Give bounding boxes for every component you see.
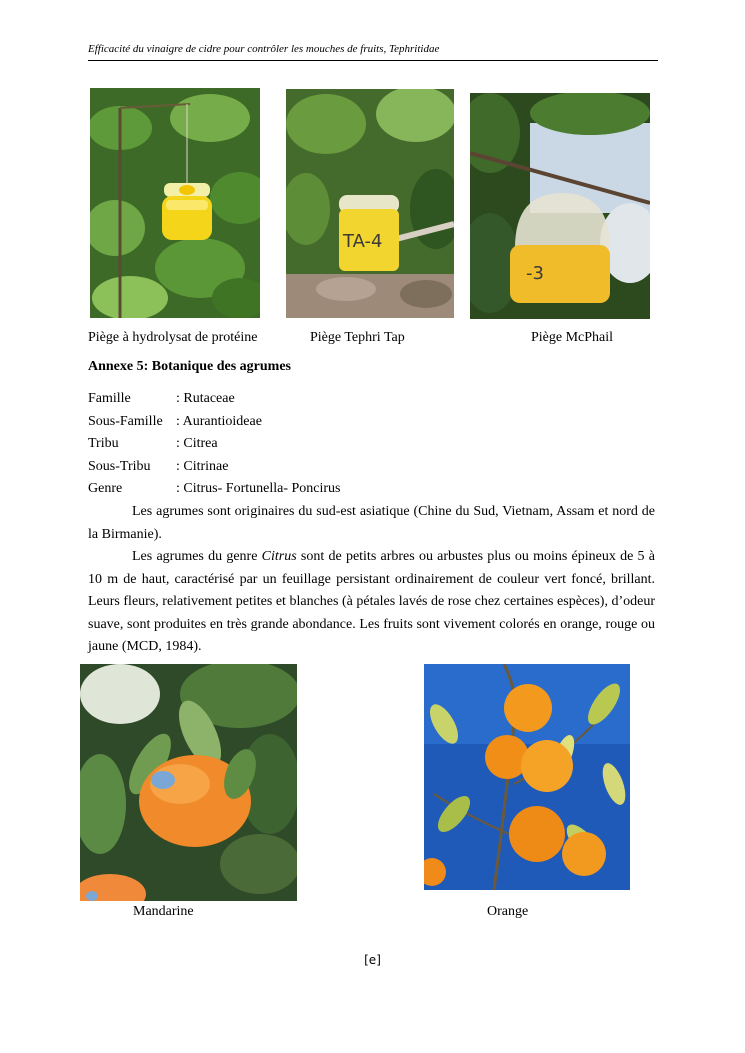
fruit-caption-mandarine: Mandarine bbox=[133, 904, 194, 919]
paragraph-origin-text: Les agrumes sont originaires du sud-est asiatique (Chine du Sud, Vietnam, Assam et nord de la Birmanie). bbox=[88, 504, 655, 542]
taxonomy-row-sous-famille bbox=[88, 414, 658, 434]
page-number: [e] bbox=[364, 953, 381, 967]
taxonomy-row-tribu bbox=[88, 436, 658, 456]
genus-citrus: Citrus bbox=[261, 549, 297, 564]
paragraph-description-after: sont de petits arbres ou arbustes plus ou moins épineux de 5 à 10 m de haut, caractérisé par un feuillage persistant ordinairement de couleur vert foncé, brillant. Leurs fleurs, relativement petites et blanches (à pétales lavés de rose chez certaines espèces), d’odeur suave, sont produites en très grande abondance. Les fruits sont vivement colorés en orange, rouge ou jaune (MCD, 1984). bbox=[88, 549, 655, 655]
trap-label-3: -3 bbox=[526, 263, 544, 284]
taxonomy-value: : Citrinae bbox=[176, 459, 229, 474]
protein-trap-photo bbox=[90, 88, 260, 318]
trap-caption-protein: Piège à hydrolysat de protéine bbox=[88, 330, 258, 345]
paragraph-description-before: Les agrumes du genre bbox=[132, 549, 262, 564]
orange-photo bbox=[424, 664, 630, 890]
paragraph-description bbox=[88, 546, 655, 659]
running-header: Efficacité du vinaigre de cidre pour contrôler les mouches de fruits, Tephritidae bbox=[88, 43, 440, 55]
taxonomy-value: : Citrea bbox=[176, 436, 218, 451]
taxonomy-row-famille bbox=[88, 391, 658, 411]
taxonomy-key: Sous-Tribu bbox=[88, 459, 151, 474]
taxonomy-value: : Aurantioideae bbox=[176, 414, 262, 429]
taxonomy-value: : Rutaceae bbox=[176, 391, 235, 406]
header-rule bbox=[88, 60, 658, 61]
taxonomy-key: Tribu bbox=[88, 436, 119, 451]
tephri-tap-trap-photo bbox=[286, 89, 454, 318]
taxonomy-key: Sous-Famille bbox=[88, 414, 163, 429]
taxonomy-key: Genre bbox=[88, 481, 123, 496]
taxonomy-value: : Citrus- Fortunella- Poncirus bbox=[176, 481, 341, 496]
mcphail-trap-photo bbox=[470, 93, 650, 319]
annex-title: Annexe 5: Botanique des agrumes bbox=[88, 359, 292, 374]
trap-caption-tephri-tap: Piège Tephri Tap bbox=[310, 330, 405, 345]
trap-caption-mcphail: Piège McPhail bbox=[531, 330, 614, 345]
taxonomy-key: Famille bbox=[88, 391, 131, 406]
trap-label-ta4: TA-4 bbox=[343, 231, 383, 252]
taxonomy-row-genre bbox=[88, 481, 658, 501]
paragraph-origin bbox=[88, 501, 655, 546]
mandarine-photo bbox=[80, 664, 297, 901]
taxonomy-row-sous-tribu bbox=[88, 459, 658, 479]
fruit-caption-orange: Orange bbox=[487, 904, 529, 919]
